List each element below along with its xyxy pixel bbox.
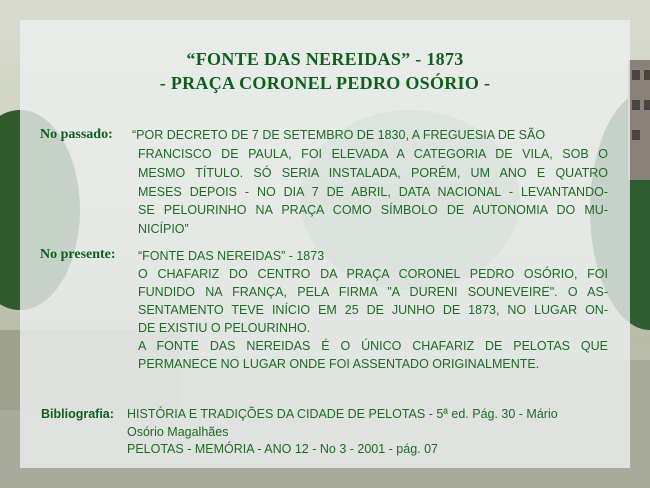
passado-line-6: NICÍPIO” [138, 222, 189, 236]
passado-line-5: SE PELOURINHO NA PRAÇA COMO SÍMBOLO DE AUTONOMIA DO MU- [138, 203, 608, 217]
presente-label: No presente: [40, 247, 116, 262]
presente-line-7: PERMANECE NO LUGAR ONDE FOI ASSENTADO ORIGINALMENTE. [138, 357, 540, 371]
bibliografia-line-2: Osório Magalhães [127, 425, 229, 439]
bibliografia-line-1: HISTÓRIA E TRADIÇÕES DA CIDADE DE PELOTAS - 5ª ed. Pág. 30 - Mário [127, 407, 558, 421]
passado-line-4: MESES DEPOIS - NO DIA 7 DE ABRIL, DATA NACIONAL - LEVANTANDO- [138, 185, 608, 199]
presente-line-5: DE EXISTIU O PELOURINHO. [138, 321, 311, 335]
presente-line-3: FUNDIDO NA FRANÇA, PELA FIRMA "A DURENI SOUNEVEIRE". O AS- [138, 285, 608, 299]
bibliografia-label: Bibliografia: [41, 407, 114, 421]
presente-line-1: “FONTE DAS NEREIDAS” - 1873 [138, 249, 325, 263]
page-title: “FONTE DAS NEREIDAS” - 1873 [186, 49, 464, 69]
bibliografia-line-3: PELOTAS - MEMÓRIA - ANO 12 - No 3 - 2001 - pág. 07 [127, 442, 438, 456]
page-subtitle: - PRAÇA CORONEL PEDRO OSÓRIO - [159, 73, 491, 93]
presente-line-6: A FONTE DAS NEREIDAS É O ÚNICO CHAFARIZ DE PELOTAS QUE [138, 339, 608, 353]
passado-line-2: FRANCISCO DE PAULA, FOI ELEVADA A CATEGORIA DE VILA, SOB O [138, 147, 608, 161]
passado-line-3: MESMO TÍTULO. SÓ SERIA INSTALADA, PORÉM, UM ANO E QUATRO [138, 166, 608, 180]
passado-line-1: “POR DECRETO DE 7 DE SETEMBRO DE 1830, A FREGUESIA DE SÃO [132, 128, 546, 142]
passado-label: No passado: [40, 127, 113, 142]
presente-line-2: O CHAFARIZ DO CENTRO DA PRAÇA CORONEL PEDRO OSÓRIO, FOI [138, 267, 608, 281]
presente-line-4: SENTAMENTO TEVE INÍCIO EM 25 DE JUNHO DE 1873, NO LUGAR ON- [138, 303, 608, 317]
